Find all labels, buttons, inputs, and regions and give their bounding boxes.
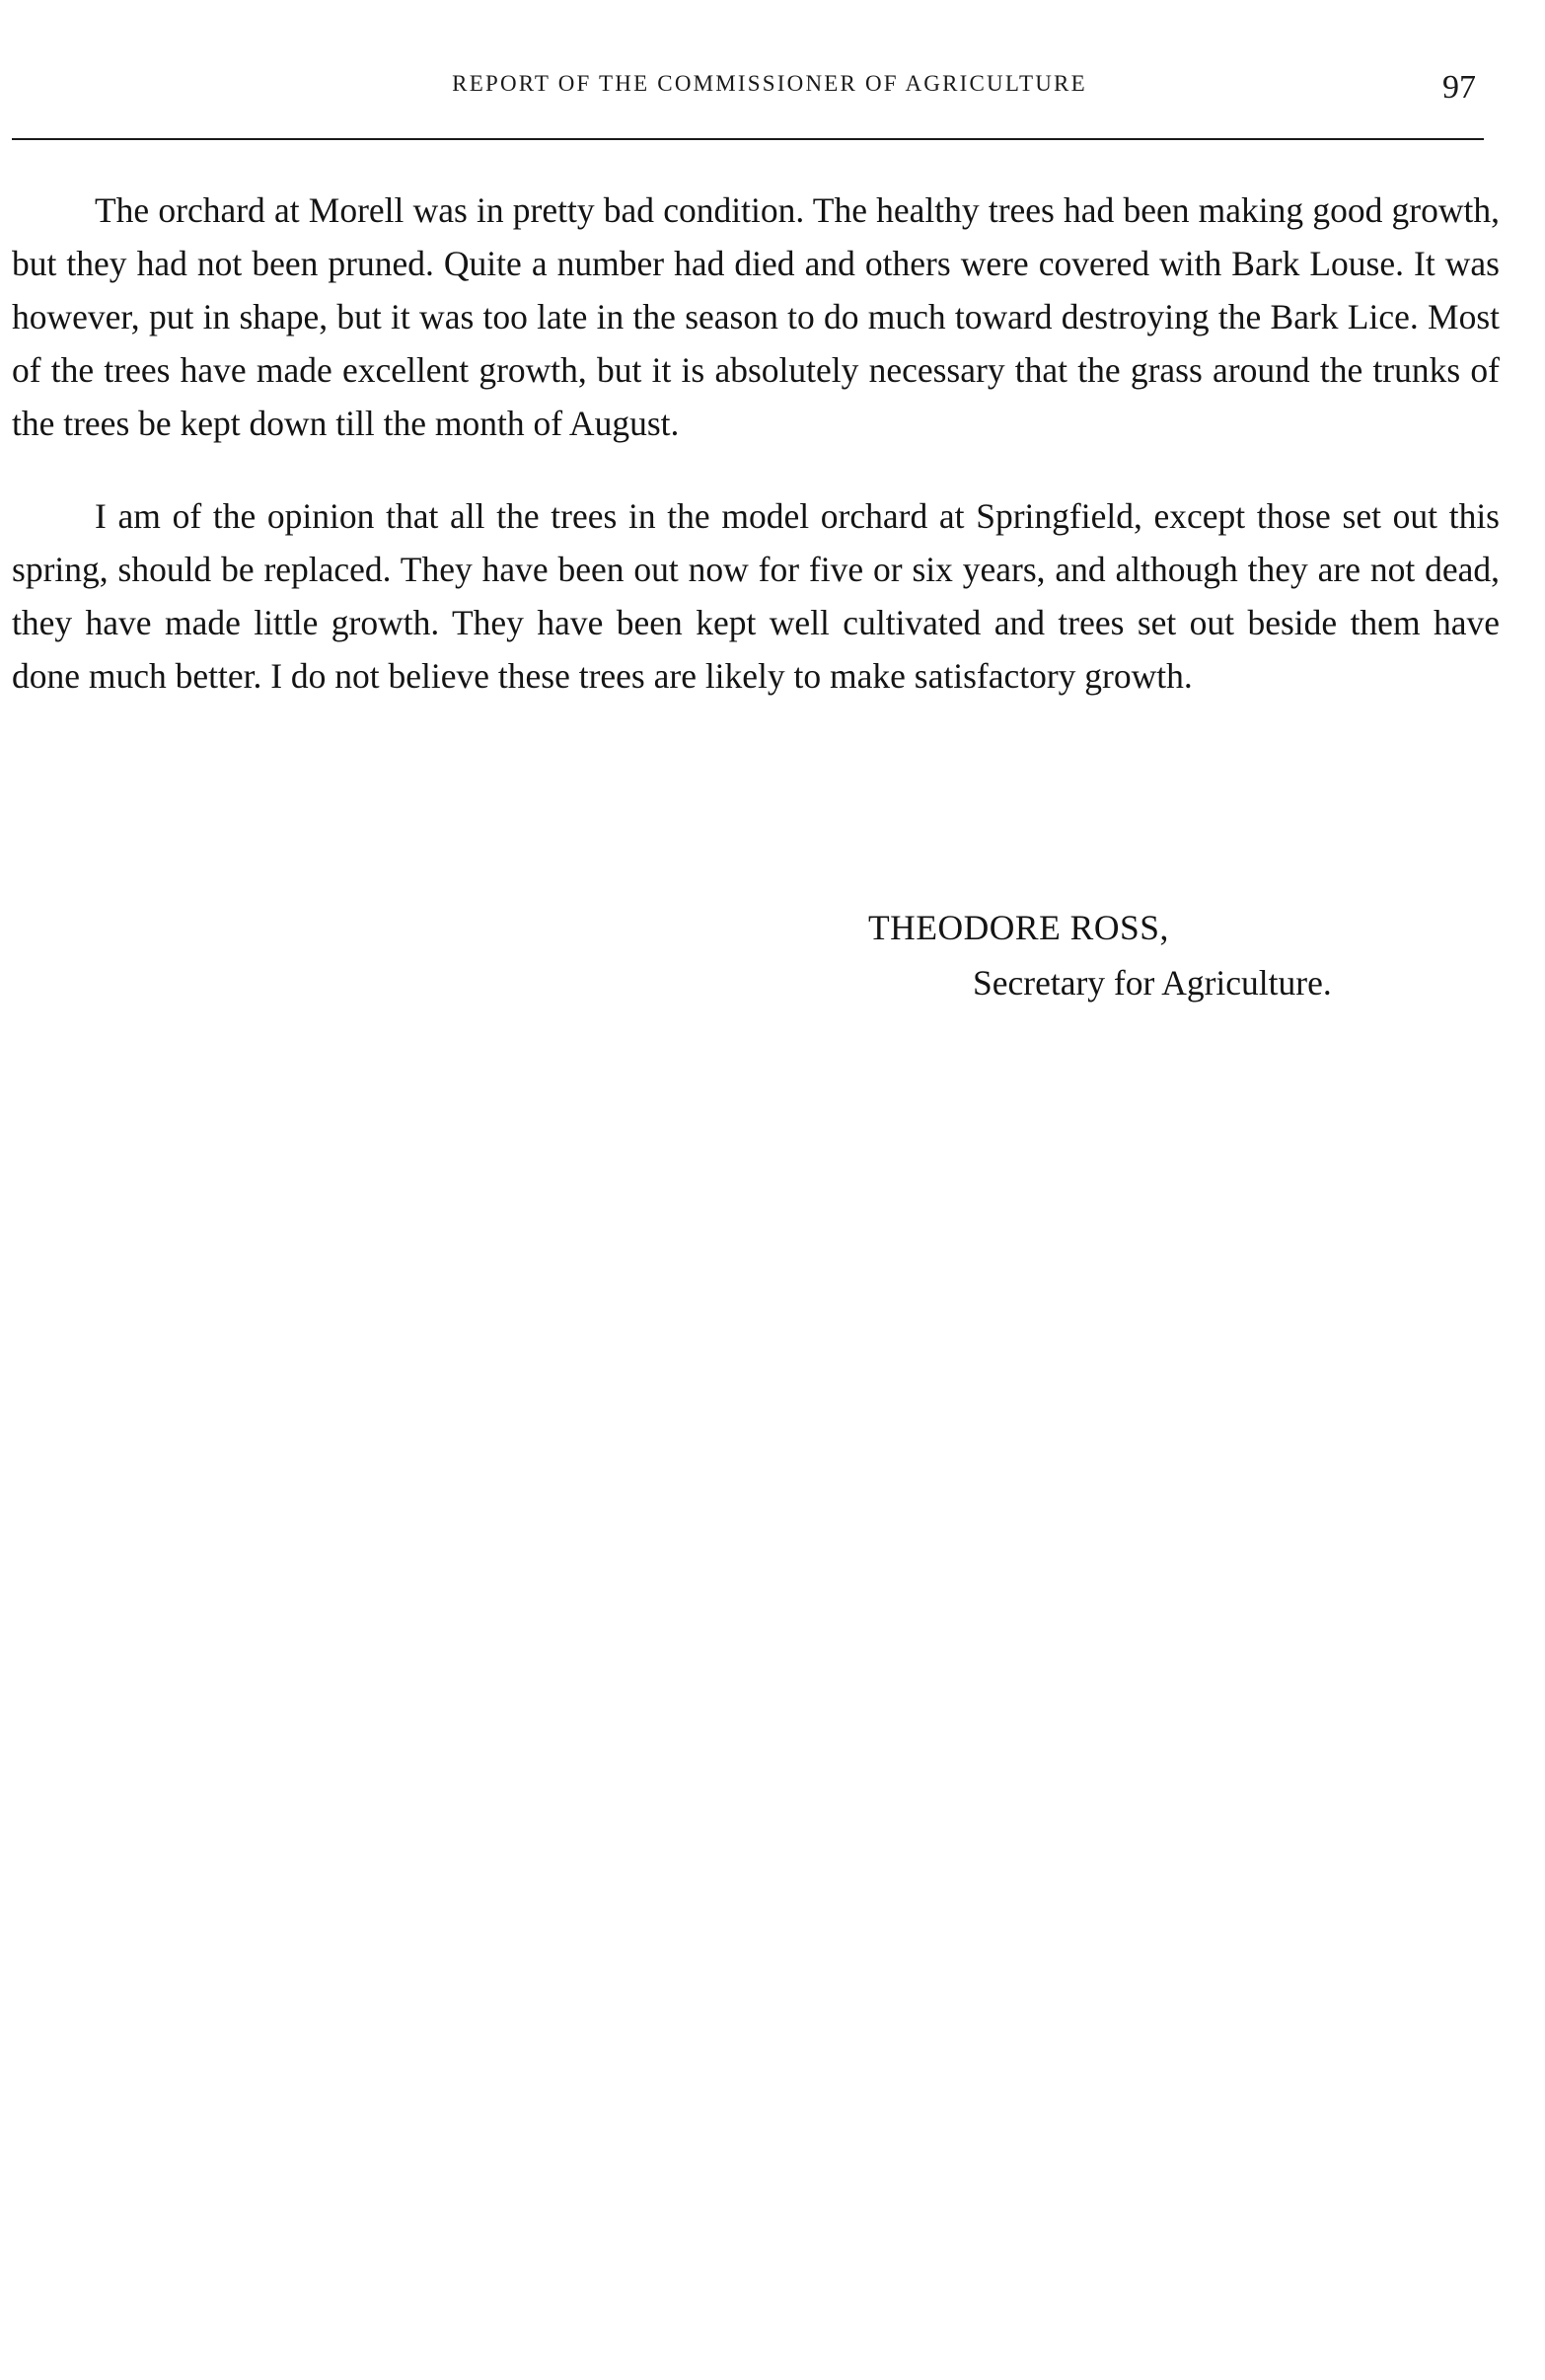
paragraph-springfield-orchard: I am of the opinion that all the trees in the model orchard at Springfield, except those set out this spring, should be replaced. They have been out now for five or six years, and although they are not dead, they have made little growth. They have been kept well cultivated and trees set out beside them have done much better. I do not believe these trees are likely to make satisfactory growth.	[12, 496, 1500, 696]
header-rule	[12, 138, 1484, 140]
signatory-name: THEODORE ROSS,	[868, 908, 1169, 947]
body-text	[12, 184, 1500, 703]
running-header-title: REPORT OF THE COMMISSIONER OF AGRICULTURE	[452, 71, 1087, 96]
signature-block	[868, 900, 1519, 1010]
paragraph-morell-orchard: The orchard at Morell was in pretty bad condition. The healthy trees had been making good growth, but they had not been pruned. Quite a number had died and others were covered with Bark Louse. It was however, put in shape, but it was too late in the season to do much toward destroying the Bark Lice. Most of the trees have made excellent growth, but it is absolutely necessary that the grass around the trunks of the trees be kept down till the month of August.	[12, 190, 1500, 443]
page-number: 97	[1442, 69, 1476, 106]
signatory-title: Secretary for Agriculture.	[973, 963, 1332, 1003]
